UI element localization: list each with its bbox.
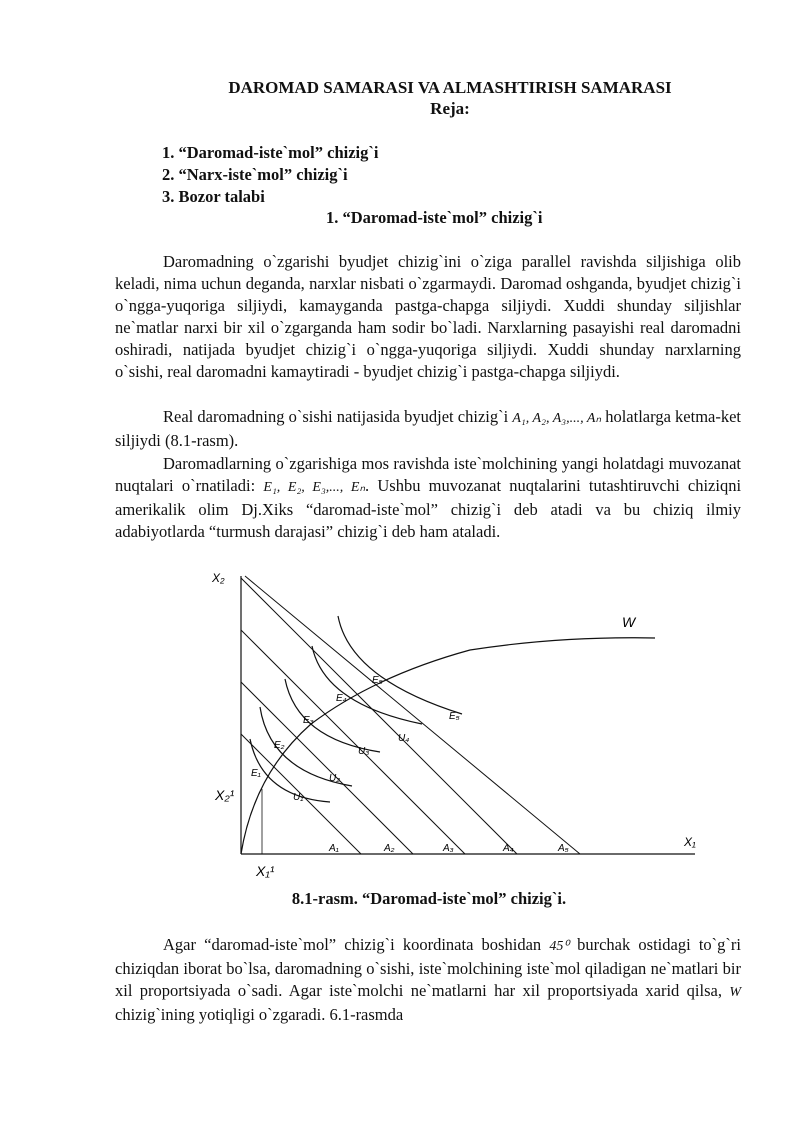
paragraph-text: Daromadlarning o`zgarishiga mos ravishda iste`molchining yangi holatdagi muvozanat nuqtalari o`rnatiladi: [115,454,741,495]
plan-item: 3. Bozor talabi [162,187,265,206]
indifference-label: U₂ [329,773,341,784]
paragraph-text: Real daromadning o`sishi natijasida byudjet chizig`i [163,407,509,426]
indifference-label: U₃ [358,746,370,757]
equilibrium-label: E₁ [251,768,261,779]
section-heading: 1. “Daromad-iste`mol” chizig`i [326,208,543,227]
figure-caption: 8.1-rasm. “Daromad-iste`mol” chizig`i. [291,889,567,908]
paragraph [115,406,741,452]
curve-label: W [622,614,636,630]
paragraph-text: chizig`ining yotiqligi o`zgaradi. 6.1-rasmda [115,1005,404,1024]
equilibrium-label: E₅ [372,675,383,686]
x1-level-label: X₁¹ [256,863,275,879]
document-title: DAROMAD SAMARASI VA ALMASHTIRISH SAMARASI [228,78,672,97]
equilibrium-label: E₄ [336,693,347,704]
income-consumption-curve [241,638,655,854]
income-consumption-diagram [200,564,720,884]
budget-line-a5 [245,576,580,854]
indifference-label: U₁ [293,792,304,803]
paragraph-text: burchak ostidagi to`g`ri chiziqdan iborat bo`lsa, daromadning o`sishi, iste`molchining iste`mol qiladigan ne`matlari bir xil proportsiyada o`sadi. Agar iste`molchi ne`matlarni har xil proportsiyada xarid qilsa, [115,935,741,1000]
plan-list [162,142,378,208]
indifference-label: U₄ [398,733,410,744]
paragraph: Daromadning o`zgarishi byudjet chizig`ini o`ziga parallel ravishda siljishiga olib keladi, nima uchun deganda, narxlar nisbati o`zgarmaydi. Daromad oshganda, byudjet chizig`i o`ngga-yuqoriga siljiydi, kamayganda pastga-chapga siljiydi. Xuddi shunday siljishlar ne`matlar narxi bir xil o`zgarganda ham sodir bo`ladi. Narxlarning pasayishi real daromadni oshiradi, natijada byudjet chizig`i o`ngga-yuqoriga siljiydi. Xuddi shunday narxlarning o`sishi, real daromadni kamaytiradi - byudjet chizig`i pastga-chapga siljiydi. [115,252,741,381]
x2-level-label: X₂¹ [215,787,235,803]
angle-value: 45⁰ [549,939,569,954]
budget-label: A₂ [384,843,395,854]
x-axis-label: X₁ [684,835,696,849]
paragraph [115,453,741,543]
y-axis-label: X₂ [212,571,225,585]
paragraph-text: Agar “daromad-iste`mol” chizig`i koordinata boshidan [163,935,542,954]
budget-label: A₁ [329,843,339,854]
budget-label: A₃ [443,843,454,854]
budget-label: A₅ [558,843,569,854]
plan-item: 2. “Narx-iste`mol” chizig`i [162,165,348,184]
indifference-label: E₅ [449,711,460,722]
equilibrium-label: E₃ [303,715,314,726]
paragraph-text: . Ushbu muvozanat nuqtalarini tutashtiruvchi chiziqni amerikalik olim Dj.Xiks “daromad-iste`mol” chizig`i deb atadi va bu chiziq ilmiy adabiyotlarda “turmush darajasi” chizig`i deb ham ataladi. [115,476,742,541]
budget-line-formula: A₁, A₂, A₃,..., Aₙ [512,411,602,426]
equilibrium-formula: E₁, E₂, E₃,..., Eₙ [263,480,366,495]
indifference-curve-u5 [338,616,462,714]
budget-line-a4 [241,578,517,854]
curve-symbol: W [729,985,742,1000]
equilibrium-label: E₂ [274,740,285,751]
budget-line-a2 [241,682,413,854]
budget-label: A₄ [503,843,514,854]
paragraph [115,934,741,1026]
plan-item: 1. “Daromad-iste`mol” chizig`i [162,143,379,162]
plan-heading: Reja: [430,99,470,118]
paragraph-text: holatlarga ketma-ket siljiydi (8.1-rasm). [115,407,742,450]
